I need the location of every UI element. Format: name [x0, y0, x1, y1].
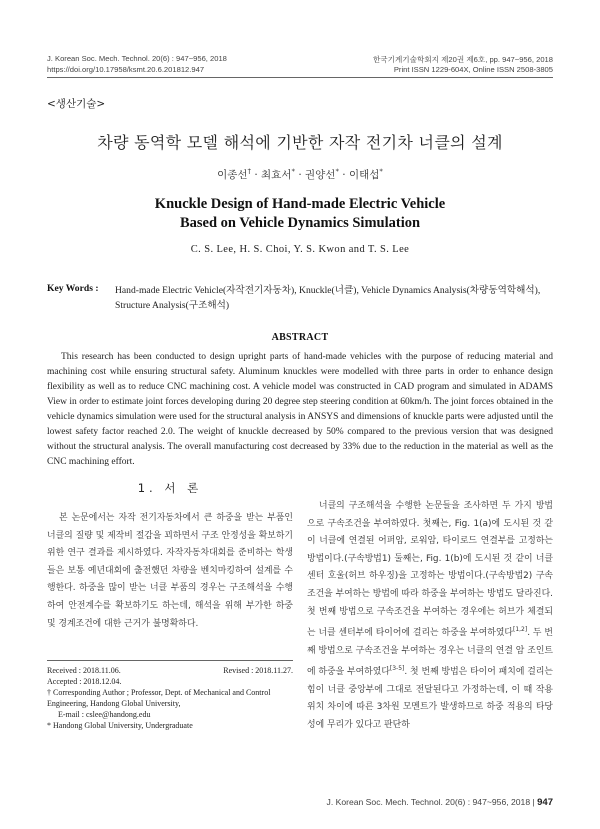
- authors-english: C. S. Lee, H. S. Choi, Y. S. Kwon and T. S. Lee: [190, 244, 410, 255]
- revised-date: Revised : 2018.11.27.: [223, 666, 293, 675]
- page-footer: [327, 797, 553, 808]
- header-rule: [47, 77, 553, 78]
- title-english-line1: Knuckle Design of Hand-made Electric Vehicle: [154, 196, 446, 212]
- received-date: Received : 2018.11.06.: [47, 666, 121, 675]
- author-2: 최효서: [261, 169, 292, 181]
- journal-citation-ko: 한국기계기술학회지 제20권 제6호, pp. 947~956, 2018: [372, 55, 553, 64]
- title-english-line2: Based on Vehicle Dynamics Simulation: [179, 215, 421, 231]
- right-text-1: 너클의 구조해석을 수행한 논문들을 조사하면 두 가지 방법으로 구속조건을 부여하였다. 첫째는, Fig. 1(a)에 도시된 것 같이 너클에 연결된 어퍼암, 로워암, 타이로드 연결부를 고정하는 방법이다.(구속방법1) 둘째는, Fig. 1(b)에 도시된 것 같이 너클 센터 호울(허브 하우징)을 고정하는 방법이다.(구속방법2) 구속조건을 부여하는 방법에 따라 하중을 부여하는 방법도 달라진다. 첫 번째 방법으로 구속조건을 부여하는 경우에는 허브가 체결되는 너클 센터부에 타이어에 걸리는 하중을 부여하였다: [307, 501, 553, 639]
- author-3: 권양선: [305, 169, 336, 181]
- corresponding-author: † Corresponding Author ; Professor, Dept. of Mechanical and Control Engineering, Handong Global University,: [47, 688, 271, 708]
- author-3-mark: *: [335, 167, 339, 176]
- author-sep: ·: [298, 169, 302, 181]
- author-2-mark: *: [291, 167, 295, 176]
- author-4: 이태섭: [348, 169, 380, 181]
- author-email[interactable]: E-mail : cslee@handong.edu: [58, 710, 151, 719]
- author-sep: ·: [342, 169, 346, 181]
- author-1: 이종선: [217, 169, 248, 181]
- journal-citation: J. Korean Soc. Mech. Technol. 20(6) : 947~956, 2018: [47, 54, 227, 63]
- keywords-label: Key Words :: [47, 283, 99, 294]
- section-heading-intro: 1. 서 론: [137, 481, 203, 495]
- keywords-list: Hand-made Electric Vehicle(자작전기자동차), Knuckle(너클), Vehicle Dynamics Analysis(차량동역학해석), Structure Analysis(구조해석): [115, 285, 541, 311]
- author-1-mark: †: [247, 167, 252, 176]
- accepted-date: Accepted : 2018.12.04.: [47, 677, 122, 686]
- issn-info: Print ISSN 1229-604X, Online ISSN 2508-3805: [393, 65, 553, 74]
- authors-korean: [0, 167, 600, 182]
- footnote-rule: [47, 660, 293, 661]
- author-sep: ·: [254, 169, 258, 181]
- author-4-mark: *: [379, 167, 383, 176]
- footer-citation: J. Korean Soc. Mech. Technol. 20(6) : 947~956, 2018: [326, 797, 531, 807]
- abstract-heading: ABSTRACT: [271, 332, 329, 343]
- abstract-text: This research has been conducted to design upright parts of hand-made vehicles with the purpose of reducing material and machining cost while ensuring structural safety. Aluminum knuckles were modelled with three parts in order to enhance design flexibility as well as to reduce CNC machining cost. A vehicle model was constructed in CAD program and simulated in ADAMS View in order to estimate joint forces developing during 20 degree step steering condition at 60km/h. The joint forces obtained in the vehicle dynamics simulation were used for the structural analysis in ANSYS and dimensions of knuckle parts were adjusted until the lowest safety factor reached 2.0. The weight of knuckle decreased by 50% compared to the previous version that was designed without the structural analysis. The overall manufacturing cost decreased by 33% due to the reduction in the material as well as the CNC machining effort.: [47, 352, 553, 468]
- article-category: <생산기술>: [47, 98, 106, 110]
- page-number: 947: [537, 797, 553, 808]
- footer-separator: |: [532, 797, 535, 807]
- citation-ref[interactable]: [3-5]: [389, 665, 405, 673]
- title-korean: 차량 동역학 모델 해석에 기반한 자작 전기차 너클의 설계: [97, 133, 503, 152]
- right-text-3: . 첫 번째 방법은 타이어 패치에 걸리는 힘이 너클 중앙부에 그대로 전달된다고 가정하는데, 이 때 작용 위치 차이에 따른 3차원 모멘트가 발생하므로 하중 적용의 타당성에 무리가 있다고 판단하: [307, 667, 553, 731]
- right-text-2: . 두 번째 방법으로 구속조건을 부여하는 경우는 너클의 연결 암 조인트에 하중을 부여하였다: [307, 628, 553, 678]
- intro-paragraph-right: [307, 498, 553, 735]
- doi-link[interactable]: https://doi.org/10.17958/ksmt.20.6.201812.947: [47, 65, 205, 74]
- citation-ref[interactable]: [1,2]: [512, 626, 528, 634]
- intro-paragraph-left: 본 논문에서는 자작 전기자동차에서 큰 하중을 받는 부품인 너클의 질량 및 제작비 절감을 꾀하면서 구조 안정성을 확보하기 위한 연구 결과를 제시하였다. 자작자동차대회를 준비하는 학생들은 보통 예년대회에 출전했던 차량을 벤치마킹하여 설계를 수행한다. 하중을 많이 받는 너클 부품의 경우는 구조해석을 수행하여 안전계수를 확보하기도 하는데, 해석을 위해 부가한 하중 및 경계조건에 대한 근거가 불명확하다.: [47, 513, 293, 629]
- affiliation-note: * Handong Global University, Undergraduate: [47, 721, 193, 730]
